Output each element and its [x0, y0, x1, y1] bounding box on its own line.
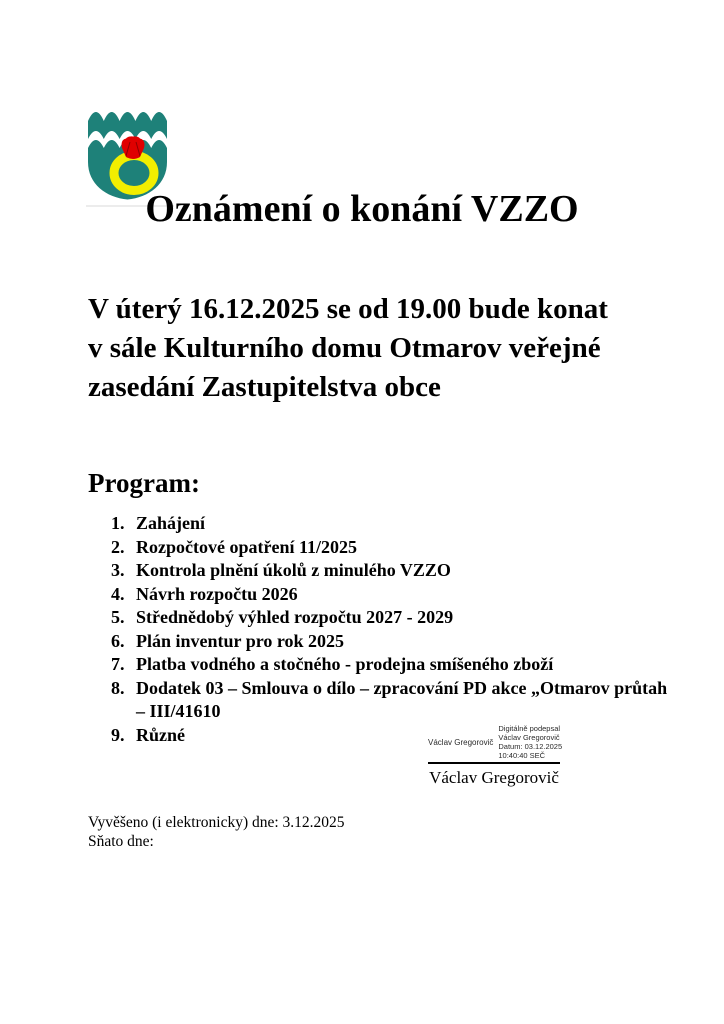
- program-item-text: Kontrola plnění úkolů z minulého VZZO: [136, 560, 451, 580]
- program-item-text: Střednědobý výhled rozpočtu 2027 - 2029: [136, 607, 454, 627]
- program-item-text: Různé: [136, 724, 185, 745]
- program-item: [111, 630, 671, 654]
- digital-signature-block: [428, 724, 563, 788]
- signature-detail-line: Václav Gregorovič: [498, 733, 560, 742]
- program-item-number: 4.: [111, 583, 125, 604]
- signature-rule: [428, 762, 560, 764]
- program-item-text: Návrh rozpočtu 2026: [136, 583, 298, 604]
- signature-stamp: [428, 724, 563, 760]
- signature-stamp-details: [498, 724, 562, 760]
- document-title: Oznámení o konání VZZO: [145, 188, 579, 230]
- announcement-line: V úterý 16.12.2025 se od 19.00 bude konat: [88, 293, 608, 325]
- announcement-line: zasedání Zastupitelstva obce: [88, 371, 441, 403]
- program-item: [111, 536, 671, 560]
- program-item-number: 8.: [111, 677, 125, 698]
- taken-down-date-line: Sňato dne:: [88, 833, 154, 850]
- program-item: [111, 724, 671, 748]
- signature-detail-line: Digitálně podepsal: [498, 724, 561, 733]
- program-list: [111, 512, 671, 747]
- program-item-number: 2.: [111, 536, 125, 557]
- meeting-announcement: [88, 290, 648, 407]
- program-item: [111, 559, 671, 583]
- signature-stamp-name: Václav Gregorovič: [428, 737, 494, 747]
- program-item-text: Platba vodného a stočného - prodejna smíšeného zboží: [136, 654, 554, 674]
- program-item-number: 7.: [111, 654, 125, 674]
- program-item-text: Dodatek 03 – Smlouva o dílo – zpracování PD akce „Otmarov průtah: [136, 677, 668, 698]
- program-item-number: 1.: [111, 513, 125, 533]
- program-item-text: Plán inventur pro rok 2025: [136, 630, 345, 651]
- announcement-line: v sále Kulturního domu Otmarov veřejné: [88, 332, 601, 364]
- program-heading: Program:: [88, 468, 200, 498]
- program-item: [111, 583, 671, 607]
- program-item-text: Rozpočtové opatření 11/2025: [136, 536, 357, 557]
- program-item-number: 9.: [111, 724, 125, 745]
- program-item: [111, 606, 671, 630]
- program-item-number: 3.: [111, 560, 125, 580]
- program-item-number: 6.: [111, 630, 125, 651]
- signature-detail-line: Datum: 03.12.2025: [498, 742, 563, 751]
- program-item: [111, 653, 671, 677]
- program-item-text: Zahájení: [136, 513, 206, 533]
- program-item: [111, 677, 671, 724]
- posted-date-line: Vyvěšeno (i elektronicky) dne: 3.12.2025: [88, 814, 345, 831]
- program-item-number: 5.: [111, 607, 125, 627]
- signature-detail-line: 10:40:40 SEČ: [498, 751, 546, 760]
- program-item-text-continued: – III/41610: [136, 701, 221, 721]
- posting-dates: [88, 813, 345, 851]
- program-item: [111, 512, 671, 536]
- signer-printed-name: Václav Gregorovič: [429, 768, 559, 787]
